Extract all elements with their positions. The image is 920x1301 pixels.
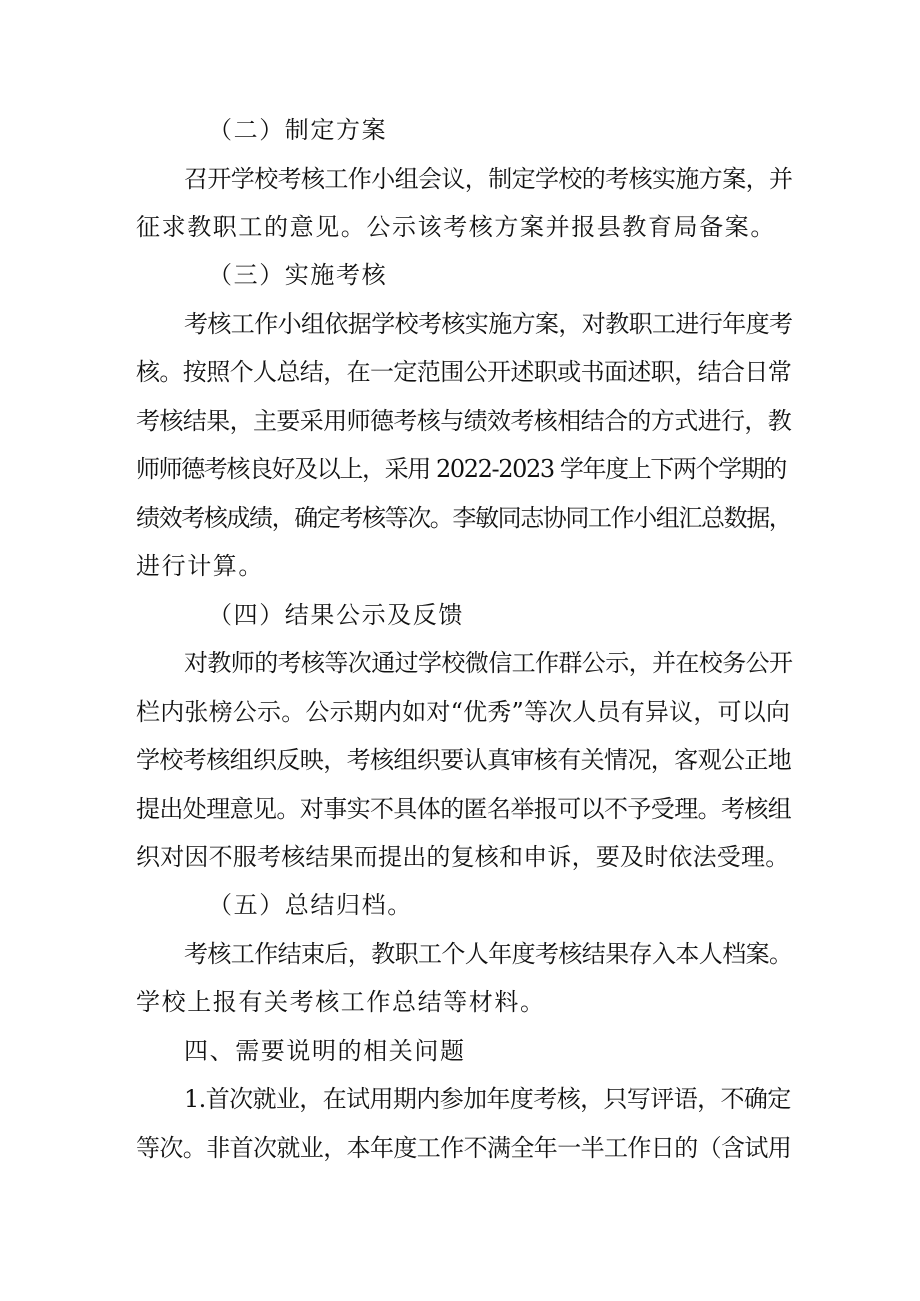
paragraph-line: 织对因不服考核结果而提出的复核和申诉，要及时依法受理。 <box>136 843 790 871</box>
paragraph-line: 进行计算。 <box>136 552 264 580</box>
paragraph-line: 征求教职工的意见。公示该考核方案并报县教育局备案。 <box>136 213 776 241</box>
paragraph-line: 栏内张榜公示。公示期内如对“优秀”等次人员有异议，可以向 <box>136 698 791 726</box>
paragraph-line: 对教师的考核等次通过学校微信工作群公示，并在校务公开 <box>184 649 793 677</box>
section-heading-related-issues: 四、需要说明的相关问题 <box>184 1037 466 1065</box>
paragraph-line: 学校考核组织反映，考核组织要认真审核有关情况，客观公正地 <box>136 746 792 774</box>
paragraph-line: 等次。非首次就业，本年度工作不满全年一半工作日的（含试用 <box>136 1134 792 1162</box>
paragraph-line: 考核工作结束后，教职工个人年度考核结果存入本人档案。 <box>184 940 793 968</box>
paragraph-line: 考核结果，主要采用师德考核与绩效考核相结合的方式进行，教 <box>136 407 792 435</box>
paragraph-line: 学校上报有关考核工作总结等材料。 <box>136 988 546 1016</box>
section-heading-formulate-plan: （二）制定方案 <box>208 116 388 144</box>
section-heading-implement-assessment: （三）实施考核 <box>208 261 388 289</box>
paragraph-line: 师师德考核良好及以上，采用 2022-2023 学年度上下两个学期的 <box>136 455 786 483</box>
paragraph-line: 召开学校考核工作小组会议，制定学校的考核实施方案，并 <box>184 165 793 193</box>
paragraph-line: 1.首次就业，在试用期内参加年度考核，只写评语，不确定 <box>184 1085 791 1113</box>
paragraph-line: 绩效考核成绩，确定考核等次。李敏同志协同工作小组汇总数据， <box>136 504 792 532</box>
paragraph-line: 考核工作小组依据学校考核实施方案，对教职工进行年度考 <box>184 310 793 338</box>
section-heading-results-publicity: （四）结果公示及反馈 <box>208 601 464 629</box>
paragraph-line: 核。按照个人总结，在一定范围公开述职或书面述职，结合日常 <box>136 358 792 386</box>
section-heading-summary-archive: （五）总结归档。 <box>208 891 413 919</box>
paragraph-line: 提出处理意见。对事实不具体的匿名举报可以不予受理。考核组 <box>136 795 792 823</box>
